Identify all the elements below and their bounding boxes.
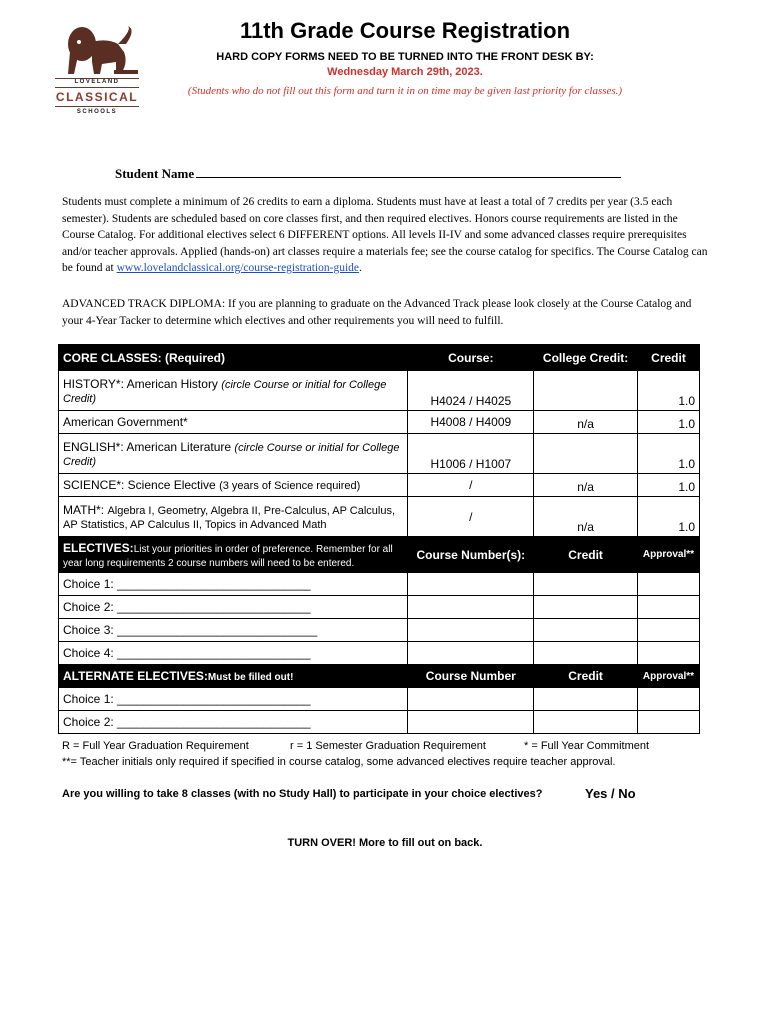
course-number-cell[interactable] bbox=[408, 688, 534, 711]
logo-main-text: CLASSICAL bbox=[55, 87, 139, 107]
class-name: HISTORY*: American History bbox=[63, 376, 218, 391]
credit-requirements-paragraph bbox=[62, 194, 712, 277]
course-cell[interactable]: H4008 / H4009 bbox=[408, 411, 534, 434]
priority-note: (Students who do not fill out this form and turn it in on time may be given last priority for classes.) bbox=[187, 85, 623, 97]
legend-row bbox=[62, 740, 702, 752]
table-row bbox=[59, 573, 700, 596]
core-class-cell bbox=[59, 497, 408, 537]
student-name-field[interactable] bbox=[115, 165, 621, 182]
course-number-cell[interactable] bbox=[408, 619, 534, 642]
credit-cell: 1.0 bbox=[637, 411, 699, 434]
core-class-cell bbox=[59, 371, 408, 411]
core-header-label: CORE CLASSES: (Required) bbox=[59, 345, 408, 371]
class-name: ENGLISH*: American Literature bbox=[63, 439, 232, 454]
logo-bottom-text: SCHOOLS bbox=[76, 109, 118, 115]
alternates-label: ALTERNATE ELECTIVES: bbox=[63, 669, 208, 683]
class-note: (circle Course or initial for College Credit) bbox=[63, 441, 400, 468]
electives-header-row bbox=[59, 537, 700, 573]
college-credit-cell: n/a bbox=[534, 474, 638, 497]
course-catalog-link[interactable]: www.lovelandclassical.org/course-registration-guide bbox=[116, 262, 359, 274]
approval-cell[interactable] bbox=[637, 642, 699, 665]
registration-table bbox=[58, 344, 700, 734]
student-name-label: Student Name bbox=[115, 166, 195, 181]
core-class-cell bbox=[59, 474, 408, 497]
electives-label: ELECTIVES: bbox=[63, 540, 134, 555]
core-header-credit: Credit bbox=[637, 345, 699, 371]
yes-no-options[interactable]: Yes / No bbox=[585, 786, 636, 801]
credit-requirements-text: Students must complete a minimum of 26 credits to earn a diploma. Students must have at least a total of 7 credits per year (3.5 each semester). Students are scheduled based on core classes first, and then required electives. Honors course requirements are listed in the Course Catalog. For additional electives select 6 DIFFERENT options. All levels II-IV and some advanced classes require prerequisites and/or teacher approvals. Applied (hands-on) art classes require a materials fee; see the course catalog for specifics. The Course Catalog can be found at bbox=[62, 196, 708, 274]
credit-cell[interactable] bbox=[534, 711, 638, 734]
table-row bbox=[59, 497, 700, 537]
approval-cell[interactable] bbox=[637, 573, 699, 596]
credit-cell[interactable] bbox=[534, 688, 638, 711]
paragraph-end: . bbox=[359, 262, 362, 274]
elective-choice-1[interactable]: Choice 1: _____________________________ bbox=[59, 573, 408, 596]
student-name-line[interactable] bbox=[196, 165, 621, 178]
table-row bbox=[59, 688, 700, 711]
approval-cell[interactable] bbox=[637, 688, 699, 711]
elective-choice-3[interactable]: Choice 3: ______________________________ bbox=[59, 619, 408, 642]
college-credit-cell[interactable] bbox=[534, 434, 638, 474]
credit-cell: 1.0 bbox=[637, 497, 699, 537]
alternates-header-row bbox=[59, 665, 700, 688]
approval-cell[interactable] bbox=[637, 711, 699, 734]
course-cell[interactable]: / bbox=[408, 474, 534, 497]
class-note: Algebra I, Geometry, Algebra II, Pre-Calculus, AP Calculus, AP Statistics, AP Calculus II, Topics in Advanced Math bbox=[63, 504, 396, 531]
alternate-choice-1[interactable]: Choice 1: _____________________________ bbox=[59, 688, 408, 711]
class-name: MATH*: bbox=[63, 502, 105, 517]
deadline-note: HARD COPY FORMS NEED TO BE TURNED INTO THE FRONT DESK BY: bbox=[216, 51, 594, 63]
credit-cell[interactable] bbox=[534, 619, 638, 642]
table-row bbox=[59, 474, 700, 497]
class-note: (circle Course or initial for College Credit) bbox=[63, 378, 387, 405]
electives-header-course: Course Number(s): bbox=[408, 537, 534, 573]
turn-over-note: TURN OVER! More to fill out on back. bbox=[287, 837, 483, 849]
course-number-cell[interactable] bbox=[408, 596, 534, 619]
elective-choice-4[interactable]: Choice 4: _____________________________ bbox=[59, 642, 408, 665]
table-row bbox=[59, 411, 700, 434]
alternates-header-label bbox=[59, 665, 408, 688]
class-name: American Government* bbox=[63, 415, 188, 429]
course-cell[interactable]: H1006 / H1007 bbox=[408, 434, 534, 474]
electives-header-credit: Credit bbox=[534, 537, 638, 573]
advanced-track-paragraph: ADVANCED TRACK DIPLOMA: If you are planning to graduate on the Advanced Track please look closely at the Course Catalog and your 4-Year Tacker to determine which electives and other requirements you will need to fulfill. bbox=[62, 298, 692, 327]
credit-cell: 1.0 bbox=[637, 371, 699, 411]
legend-commitment: * = Full Year Commitment bbox=[524, 740, 650, 752]
credit-cell[interactable] bbox=[534, 573, 638, 596]
electives-header-label bbox=[59, 537, 408, 573]
credit-cell: 1.0 bbox=[637, 434, 699, 474]
table-row bbox=[59, 711, 700, 734]
elective-choice-2[interactable]: Choice 2: _____________________________ bbox=[59, 596, 408, 619]
table-row bbox=[59, 434, 700, 474]
core-header-college: College Credit: bbox=[534, 345, 638, 371]
college-credit-cell: n/a bbox=[534, 497, 638, 537]
table-row bbox=[59, 642, 700, 665]
legend-full-year: R = Full Year Graduation Requirement bbox=[62, 740, 249, 752]
course-number-cell[interactable] bbox=[408, 711, 534, 734]
table-row bbox=[59, 619, 700, 642]
course-number-cell[interactable] bbox=[408, 642, 534, 665]
lion-icon bbox=[52, 22, 142, 80]
alternates-header-approval: Approval** bbox=[637, 665, 699, 688]
electives-note: List your priorities in order of preference. Remember for all year long requirements 2 course numbers will need to be entered. bbox=[63, 543, 393, 569]
core-header-row bbox=[59, 345, 700, 371]
electives-header-approval: Approval** bbox=[637, 537, 699, 573]
alternates-header-credit: Credit bbox=[534, 665, 638, 688]
core-class-cell bbox=[59, 434, 408, 474]
credit-cell[interactable] bbox=[534, 642, 638, 665]
college-credit-cell: n/a bbox=[534, 411, 638, 434]
alternates-note: Must be filled out! bbox=[207, 672, 294, 683]
approval-cell[interactable] bbox=[637, 619, 699, 642]
eight-classes-question: Are you willing to take 8 classes (with no Study Hall) to participate in your choice electives? bbox=[62, 788, 543, 800]
alternates-header-course: Course Number bbox=[408, 665, 534, 688]
college-credit-cell[interactable] bbox=[534, 371, 638, 411]
course-cell[interactable]: H4024 / H4025 bbox=[408, 371, 534, 411]
table-row bbox=[59, 596, 700, 619]
class-note: (3 years of Science required) bbox=[219, 480, 361, 492]
core-class-cell bbox=[59, 411, 408, 434]
core-header-course: Course: bbox=[408, 345, 534, 371]
page-title: 11th Grade Course Registration bbox=[239, 18, 571, 43]
credit-cell: 1.0 bbox=[637, 474, 699, 497]
legend-teacher: **= Teacher initials only required if specified in course catalog, some advanced electives require teacher approval. bbox=[62, 756, 616, 768]
school-logo bbox=[52, 22, 142, 126]
legend-semester: r = 1 Semester Graduation Requirement bbox=[290, 740, 486, 752]
deadline-date: Wednesday March 29th, 2023. bbox=[327, 66, 483, 78]
course-cell[interactable]: / bbox=[408, 497, 534, 537]
course-number-cell[interactable] bbox=[408, 573, 534, 596]
class-name: SCIENCE*: Science Elective bbox=[63, 478, 216, 492]
credit-cell[interactable] bbox=[534, 596, 638, 619]
logo-top-text: LOVELAND bbox=[74, 79, 120, 85]
alternate-choice-2[interactable]: Choice 2: _____________________________ bbox=[59, 711, 408, 734]
approval-cell[interactable] bbox=[637, 596, 699, 619]
table-row bbox=[59, 371, 700, 411]
